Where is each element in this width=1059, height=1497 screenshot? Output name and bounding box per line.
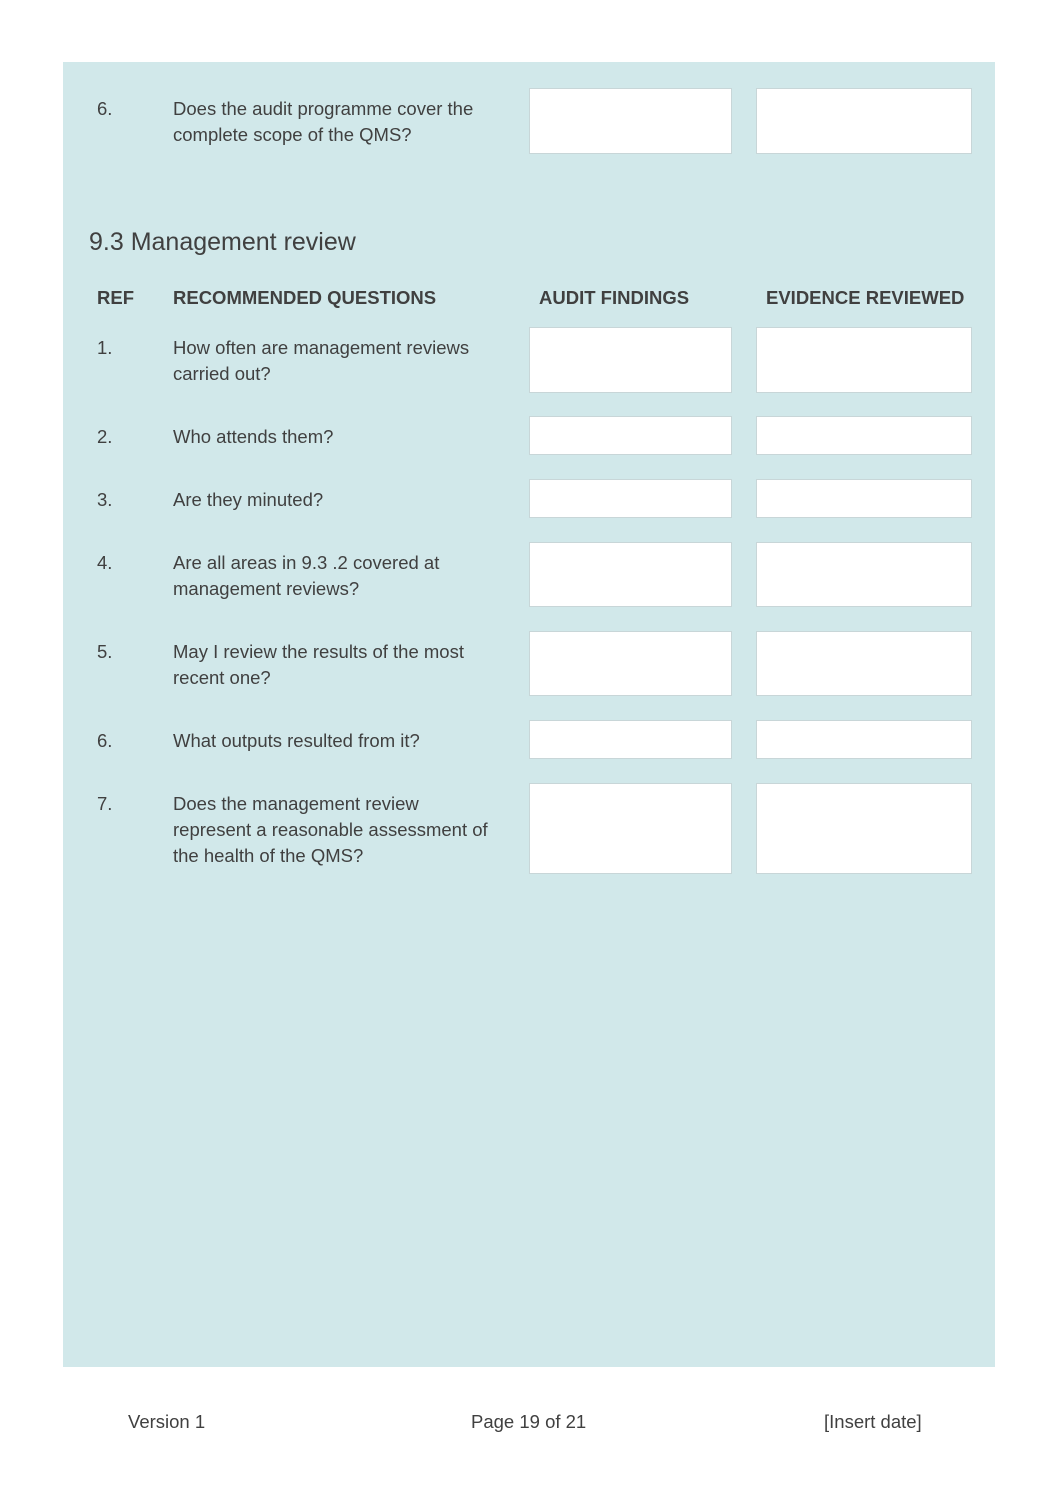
evidence-reviewed-field[interactable] [756,720,972,759]
audit-findings-field[interactable] [529,416,732,455]
row-question: Are all areas in 9.3 .2 covered at management reviews? [173,552,440,599]
evidence-reviewed-field[interactable] [756,479,972,518]
row-ref: 1. [97,337,113,358]
audit-findings-field[interactable] [529,88,732,154]
row-question: Does the management review represent a reasonable assessment of the health of the QMS? [173,793,488,866]
evidence-reviewed-field[interactable] [756,327,972,393]
footer-version: Version 1 [128,1411,206,1432]
row-question: Who attends them? [173,426,334,447]
row-ref: 3. [97,489,113,510]
row-ref: 6. [97,98,113,119]
row-ref: 7. [97,793,113,814]
audit-findings-field[interactable] [529,327,732,393]
row-ref: 5. [97,641,113,662]
row-question: Are they minuted? [173,489,324,510]
audit-findings-field[interactable] [529,631,732,696]
audit-findings-field[interactable] [529,783,732,874]
audit-findings-field[interactable] [529,479,732,518]
evidence-reviewed-field[interactable] [756,542,972,607]
row-question: How often are management reviews carried out? [173,337,470,384]
evidence-reviewed-field[interactable] [756,783,972,874]
evidence-reviewed-field[interactable] [756,631,972,696]
section-title: 9.3 Management review [89,228,356,256]
header-audit-findings: AUDIT FINDINGS [539,287,690,308]
row-question: May I review the results of the most recent one? [173,641,464,688]
header-questions: RECOMMENDED QUESTIONS [173,287,437,308]
row-ref: 4. [97,552,113,573]
evidence-reviewed-field[interactable] [756,88,972,154]
evidence-reviewed-field[interactable] [756,416,972,455]
row-ref: 6. [97,730,113,751]
row-question: Does the audit programme cover the complete scope of the QMS? [173,98,474,145]
footer-date: [Insert date] [824,1411,922,1432]
footer-page-number: Page 19 of 21 [471,1411,587,1432]
row-question: What outputs resulted from it? [173,730,420,751]
audit-findings-field[interactable] [529,542,732,607]
header-ref: REF [97,287,134,308]
row-ref: 2. [97,426,113,447]
header-evidence-reviewed: EVIDENCE REVIEWED [766,287,965,308]
audit-findings-field[interactable] [529,720,732,759]
